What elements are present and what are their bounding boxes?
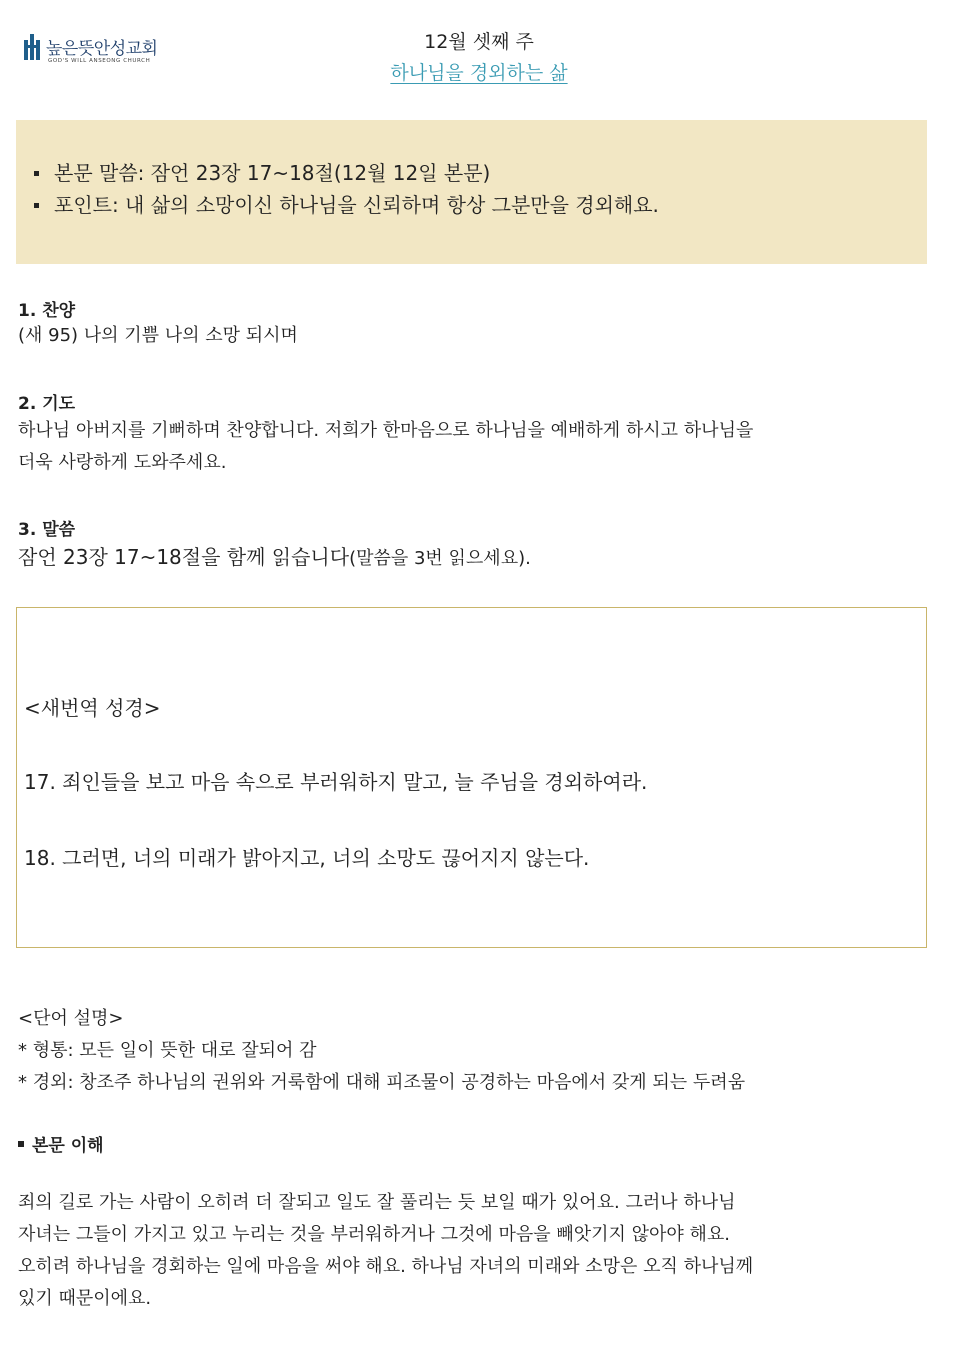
summary-item: 포인트: 내 삶의 소망이신 하나님을 신뢰하며 항상 그분만을 경외해요. — [34, 189, 927, 221]
church-logo-name: 높은뜻안성교회 — [46, 39, 158, 59]
glossary-heading: <단어 설명> — [18, 1008, 124, 1029]
understanding-text: 죄의 길로 가는 사람이 오히려 더 잘되고 일도 잘 풀리는 듯 보일 때가 있어요. 그러나 하나님 자녀는 그들이 가지고 있고 누리는 것을 부러워하거나 그것에 마음을 빼앗기지 않아야 해요. 오히려 하나님을 경회하는 일에 마음을 써야 해요. 하나님 자녀의 미래와 소망은 오직 하나님께 있기 때문이에요. — [18, 1192, 754, 1309]
understanding-heading: 본문 이해 — [18, 1131, 104, 1156]
verse-17: 17. 죄인들을 보고 마음 속으로 부러워하지 말고, 늘 주님을 경외하여라. — [24, 770, 648, 794]
glossary-item: * 형통: 모든 일이 뜻한 대로 잘되어 감 — [18, 1040, 317, 1061]
summary-item: 본문 말씀: 잠언 23장 17~18절(12월 12일 본문) — [34, 157, 927, 189]
scripture-version: <새번역 성경> — [24, 696, 161, 720]
bullet-icon — [34, 203, 39, 208]
verse-18: 18. 그러면, 너의 미래가 밝아지고, 너의 소망도 끊어지지 않는다. — [24, 846, 590, 870]
scripture-box — [16, 607, 927, 948]
church-logo-subtitle: GOD'S WILL ANSEONG CHURCH — [48, 58, 151, 64]
week-label: 12월 셋째 주 — [424, 31, 534, 53]
prayer-text: 하나님 아버지를 기뻐하며 찬양합니다. 저희가 한마음으로 하나님을 예배하게 하시고 하나님을 더욱 사랑하게 도와주세요. — [18, 420, 754, 473]
word-heading: 3. 말씀 — [18, 520, 76, 540]
glossary-item: * 경외: 창조주 하나님의 권위와 거룩함에 대해 피조물이 공경하는 마음에서 갖게 되는 두려움 — [18, 1072, 746, 1093]
praise-heading: 1. 찬양 — [18, 301, 76, 321]
bullet-icon — [34, 171, 39, 176]
word-text: 잠언 23장 17~18절을 함께 읽습니다(말씀을 3번 읽으세요). — [18, 545, 531, 569]
heading-square-icon — [18, 1141, 24, 1147]
page-title: 하나님을 경외하는 삶 — [390, 62, 568, 84]
prayer-heading: 2. 기도 — [18, 394, 76, 414]
summary-box — [16, 120, 927, 264]
praise-text: (새 95) 나의 기쁨 나의 소망 되시며 — [18, 325, 298, 346]
